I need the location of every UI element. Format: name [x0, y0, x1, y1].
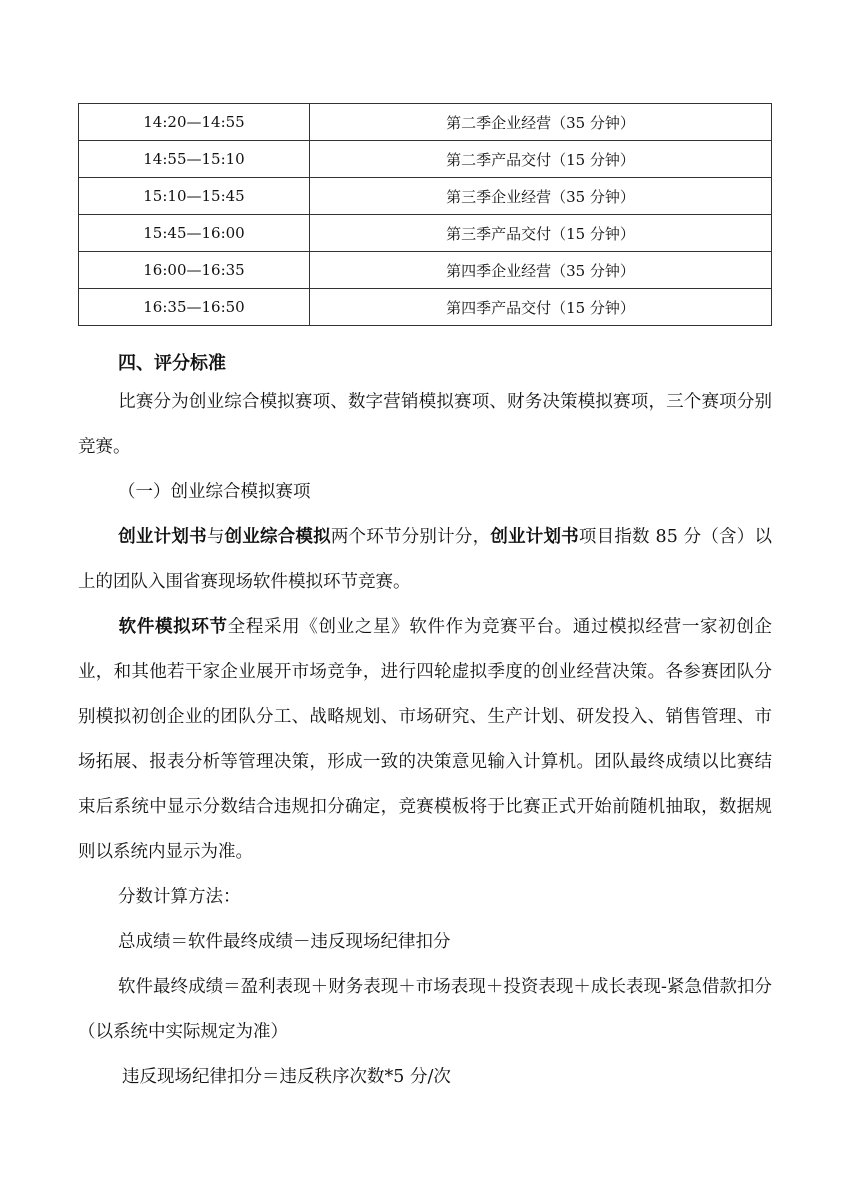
formula-penalty: 违反现场纪律扣分＝违反秩序次数*5 分/次: [122, 1067, 451, 1087]
schedule-time-cell: 16:35—16:50: [79, 289, 310, 326]
schedule-row: [79, 141, 772, 178]
software-bold: 软件模拟环节: [118, 617, 228, 637]
formula-total: 总成绩＝软件最终成绩－违反现场纪律扣分: [118, 932, 451, 952]
software-paragraph: [78, 605, 772, 875]
schedule-activity-cell: 第二季企业经营（35 分钟）: [310, 104, 772, 141]
schedule-time-cell: 14:55—15:10: [79, 141, 310, 178]
schedule-time-cell: 16:00—16:35: [79, 252, 310, 289]
calc-label: 分数计算方法：: [118, 887, 241, 907]
schedule-time-cell: 14:20—14:55: [79, 104, 310, 141]
plan-text-1: 与: [206, 527, 225, 547]
subsection-heading: （一）创业综合模拟赛项: [118, 482, 311, 502]
formula-software: [78, 965, 772, 1055]
schedule-activity-cell: 第三季产品交付（15 分钟）: [310, 215, 772, 252]
plan-bold-1: 创业计划书: [118, 527, 207, 547]
software-text: 全程采用《创业之星》软件作为竞赛平台。通过模拟经营一家初创企业，和其他若干家企业展开市场竞争，进行四轮虚拟季度的创业经营决策。各参赛团队分别模拟初创企业的团队分工、战略规划、市场研究、生产计划、研发投入、销售管理、市场拓展、报表分析等管理决策，形成一致的决策意见输入计算机。团队最终成绩以比赛结束后系统中显示分数结合违规扣分确定，竞赛模板将于比赛正式开始前随机抽取，数据规则以系统内显示为准。: [78, 617, 773, 862]
schedule-table-body: [79, 104, 772, 326]
schedule-row: [79, 252, 772, 289]
schedule-time-cell: 15:10—15:45: [79, 178, 310, 215]
schedule-row: [79, 178, 772, 215]
schedule-table: [78, 103, 772, 326]
schedule-activity-cell: 第三季企业经营（35 分钟）: [310, 178, 772, 215]
plan-bold-2: 创业综合模拟: [224, 527, 331, 547]
plan-paragraph: [78, 515, 772, 605]
plan-text-3: 项目指数 85 分（含）以上的团队入围省赛现场软件模拟环节竞赛。: [78, 527, 772, 592]
schedule-row: [79, 104, 772, 141]
intro-text: 比赛分为创业综合模拟赛项、数字营销模拟赛项、财务决策模拟赛项，三个赛项分别竞赛。: [78, 392, 772, 457]
schedule-row: [79, 215, 772, 252]
schedule-activity-cell: 第四季企业经营（35 分钟）: [310, 252, 772, 289]
schedule-row: [79, 289, 772, 326]
schedule-activity-cell: 第四季产品交付（15 分钟）: [310, 289, 772, 326]
schedule-time-cell: 15:45—16:00: [79, 215, 310, 252]
schedule-activity-cell: 第二季产品交付（15 分钟）: [310, 141, 772, 178]
formula-software-text: 软件最终成绩＝盈利表现＋财务表现＋市场表现＋投资表现＋成长表现-紧急借款扣分（以系统中实际规定为准）: [78, 977, 772, 1042]
plan-bold-3: 创业计划书: [490, 527, 579, 547]
intro-paragraph: [78, 380, 772, 470]
plan-text-2: 两个环节分别计分，: [330, 527, 491, 547]
section-heading: 四、评分标准: [118, 353, 226, 374]
